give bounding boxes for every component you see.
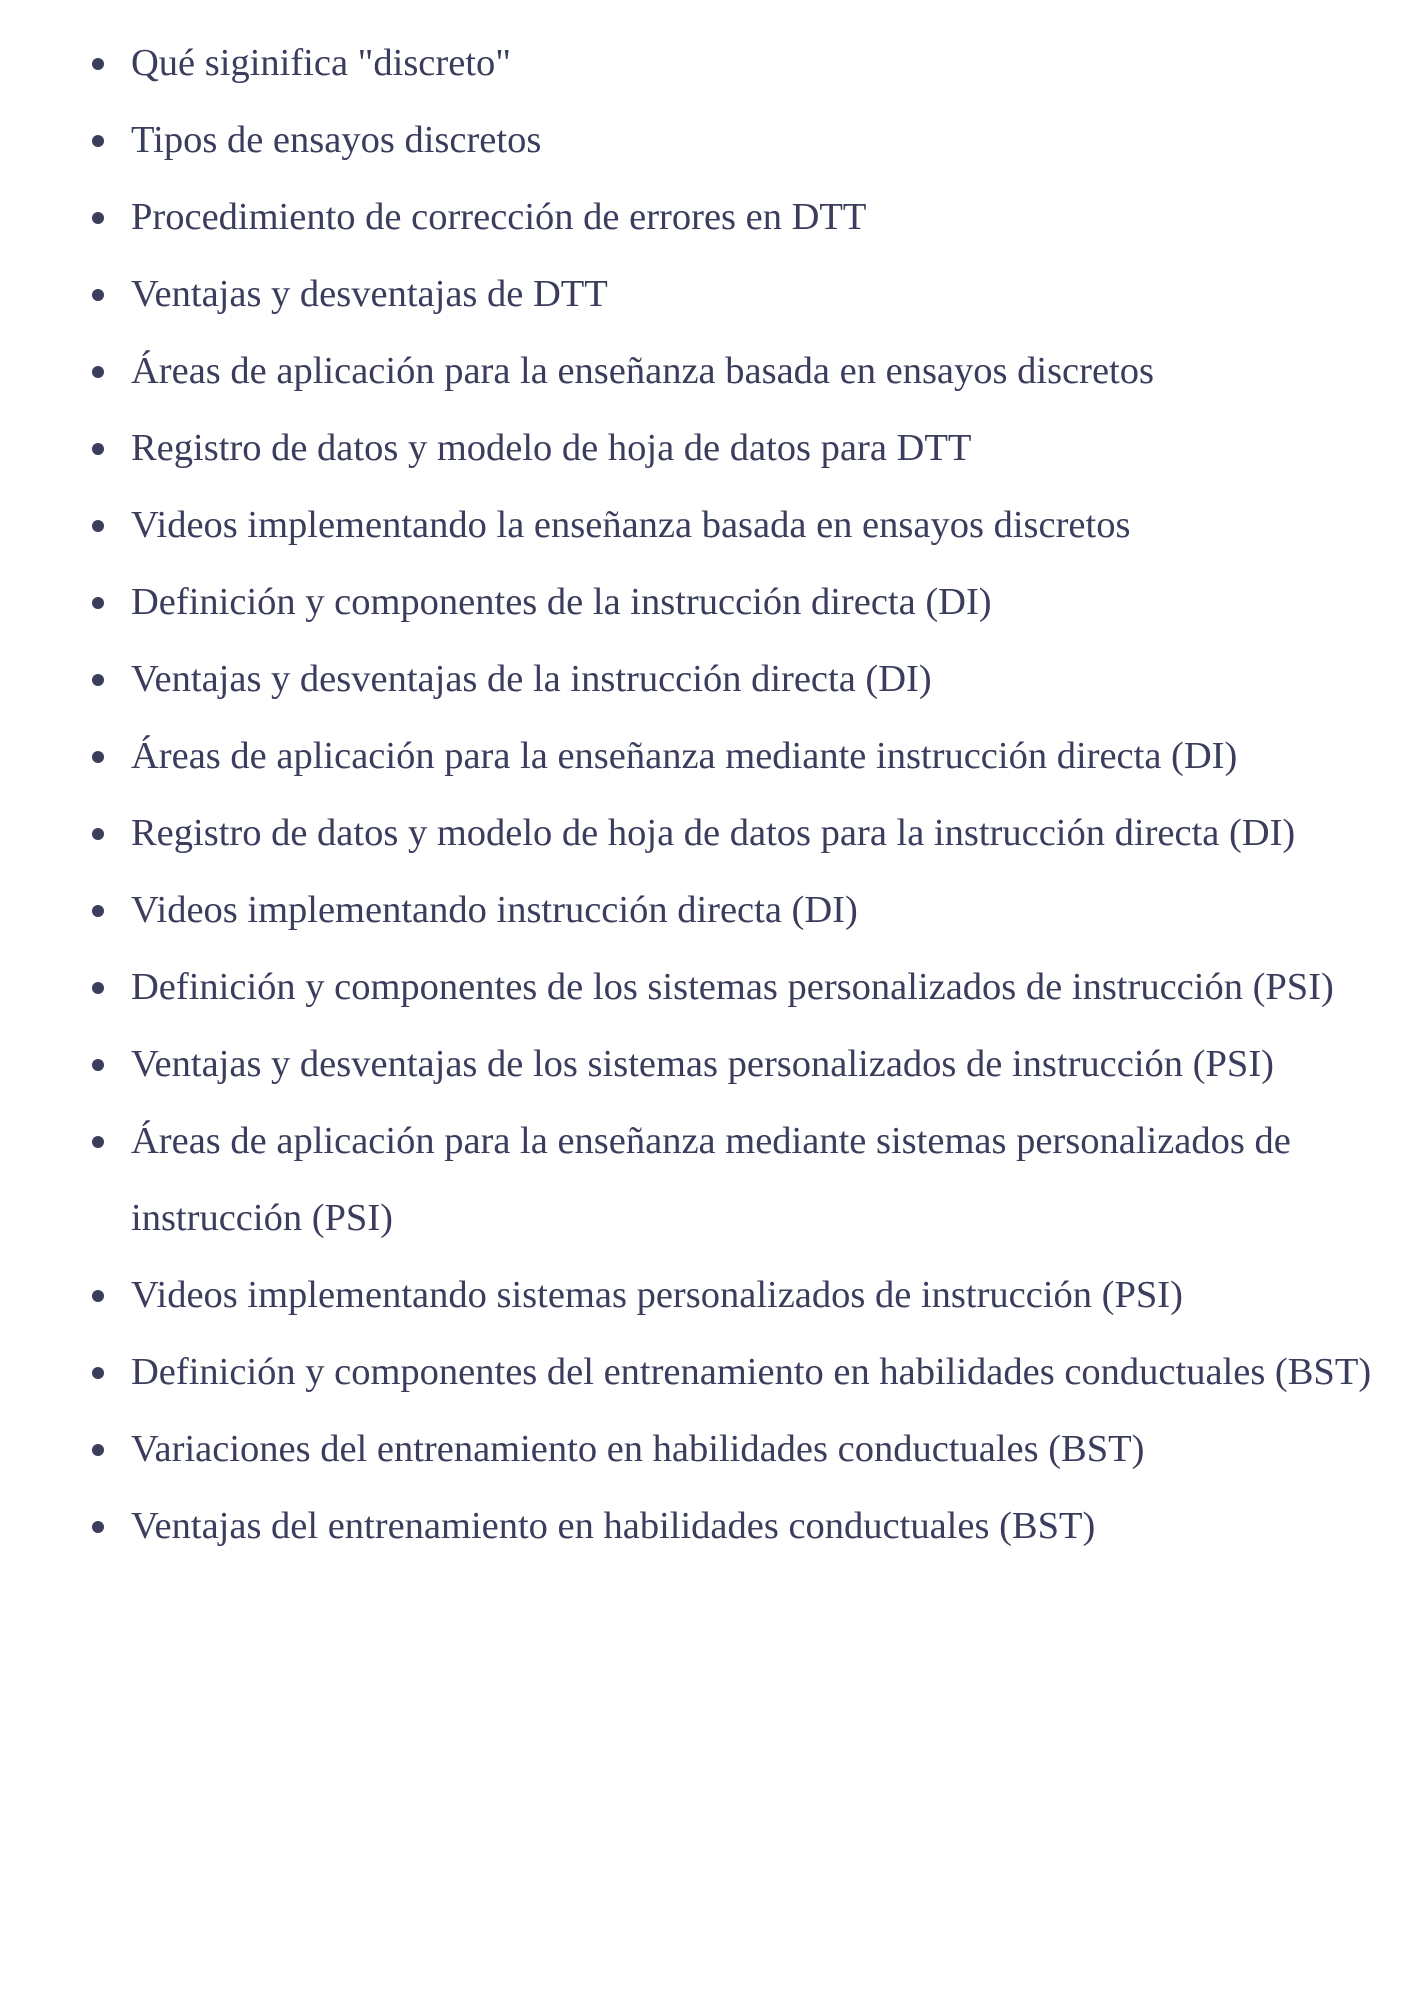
- content-area: [0, 25, 1414, 1565]
- list-item-text: Tipos de ensayos discretos: [131, 119, 542, 161]
- list-item-text: Ventajas y desventajas de DTT: [131, 273, 608, 315]
- list-item: [0, 641, 1414, 718]
- bullet-icon: [92, 1444, 104, 1456]
- list-item-text: Áreas de aplicación para la enseñanza mediante instrucción directa (DI): [131, 735, 1238, 777]
- bullet-icon: [92, 366, 104, 378]
- list-item: [0, 487, 1414, 564]
- list-item-text: Videos implementando la enseñanza basada en ensayos discretos: [131, 504, 1131, 546]
- list-item: [0, 564, 1414, 641]
- list-item-text: Ventajas del entrenamiento en habilidades conductuales (BST): [131, 1505, 1096, 1547]
- list-item-text: Registro de datos y modelo de hoja de datos para la instrucción directa (DI): [131, 812, 1296, 854]
- list-item: [0, 256, 1414, 333]
- list-item: [0, 333, 1414, 410]
- list-item-text: Qué siginifica "discreto": [131, 42, 511, 84]
- list-item-text: Procedimiento de corrección de errores en DTT: [131, 196, 867, 238]
- list-item: [0, 1411, 1414, 1488]
- bullet-icon: [92, 1059, 104, 1071]
- list-item: [0, 718, 1414, 795]
- list-item: [0, 795, 1414, 872]
- bullet-icon: [92, 905, 104, 917]
- topic-list: [0, 25, 1414, 1565]
- list-item-text: Variaciones del entrenamiento en habilidades conductuales (BST): [131, 1428, 1145, 1470]
- list-item: [0, 410, 1414, 487]
- list-item-text: Registro de datos y modelo de hoja de datos para DTT: [131, 427, 972, 469]
- bullet-icon: [92, 674, 104, 686]
- list-item: [0, 179, 1414, 256]
- bullet-icon: [92, 1367, 104, 1379]
- bullet-icon: [92, 135, 104, 147]
- list-item: [0, 1257, 1414, 1334]
- bullet-icon: [92, 443, 104, 455]
- list-item: [0, 1026, 1414, 1103]
- bullet-icon: [92, 828, 104, 840]
- list-item-text: Definición y componentes de los sistemas personalizados de instrucción (PSI): [131, 966, 1334, 1008]
- bullet-icon: [92, 1136, 104, 1148]
- bullet-icon: [92, 289, 104, 301]
- list-item-text: Definición y componentes del entrenamiento en habilidades conductuales (BST): [131, 1351, 1372, 1393]
- bullet-icon: [92, 751, 104, 763]
- bullet-icon: [92, 58, 104, 70]
- list-item-text: Videos implementando instrucción directa (DI): [131, 889, 858, 931]
- list-item: [0, 1334, 1414, 1411]
- list-item: [0, 1103, 1414, 1257]
- list-item-text: Ventajas y desventajas de los sistemas personalizados de instrucción (PSI): [131, 1043, 1274, 1085]
- list-item-text: Definición y componentes de la instrucción directa (DI): [131, 581, 992, 623]
- bullet-icon: [92, 212, 104, 224]
- list-item-text: Ventajas y desventajas de la instrucción directa (DI): [131, 658, 932, 700]
- list-item: [0, 102, 1414, 179]
- bullet-icon: [92, 520, 104, 532]
- list-item-text: Videos implementando sistemas personalizados de instrucción (PSI): [131, 1274, 1183, 1316]
- list-item-text: Áreas de aplicación para la enseñanza mediante sistemas personalizados de instrucción (PSI): [131, 1120, 1291, 1239]
- bullet-icon: [92, 982, 104, 994]
- list-item: [0, 949, 1414, 1026]
- bullet-icon: [92, 1521, 104, 1533]
- list-item: [0, 25, 1414, 102]
- bullet-icon: [92, 1290, 104, 1302]
- bullet-icon: [92, 597, 104, 609]
- list-item: [0, 872, 1414, 949]
- list-item-text: Áreas de aplicación para la enseñanza basada en ensayos discretos: [131, 350, 1154, 392]
- list-item: [0, 1488, 1414, 1565]
